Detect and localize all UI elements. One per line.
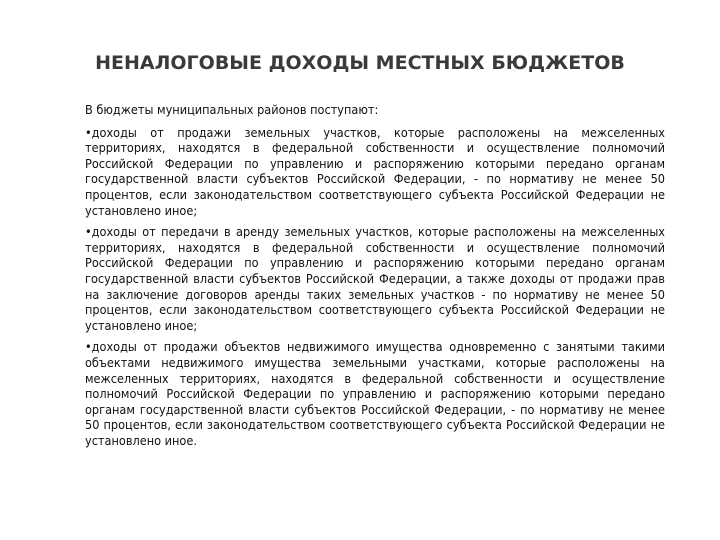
bullet-item-land-sale: •доходы от продажи земельных участков, которые расположены на межселенных территориях, находятся в федеральной собственности и осуществление полномочий Российской Федерации по управлению и распоряжению которыми передано органам государственной власти субъектов Российской Федерации, - по нормативу не менее 50 процентов, если законодательством соответствующего субъекта Российской Федерации не установлено иное; xyxy=(85,124,665,218)
slide-body xyxy=(85,102,665,454)
page-title: НЕНАЛОГОВЫЕ ДОХОДЫ МЕСТНЫХ БЮДЖЕТОВ xyxy=(95,52,625,74)
bullet-item-land-lease: •доходы от передачи в аренду земельных участков, которые расположены на межселенных территориях, находятся в федеральной собственности и осуществление полномочий Российской Федерации по управлению и распоряжению которыми передано органам государственной власти субъектов Российской Федерации, а также доходы от продажи прав на заключение договоров аренды таких земельных участков - по нормативу не менее 50 процентов, если законодательством соответствующего субъекта Российской Федерации не установлено иное; xyxy=(85,224,665,333)
bullet-item-property-sale: •доходы от продажи объектов недвижимого имущества одновременно с занятыми такими объектами недвижимого имущества земельными участками, которые расположены на межселенных территориях, находятся в федеральной собственности и осуществление полномочий Российской Федерации по управлению и распоряжению которыми передано органам государственной власти субъектов Российской Федерации, - по нормативу не менее 50 процентов, если законодательством соответствующего субъекта Российской Федерации не установлено иное. xyxy=(85,339,665,448)
intro-text: В бюджеты муниципальных районов поступают: xyxy=(85,102,379,117)
